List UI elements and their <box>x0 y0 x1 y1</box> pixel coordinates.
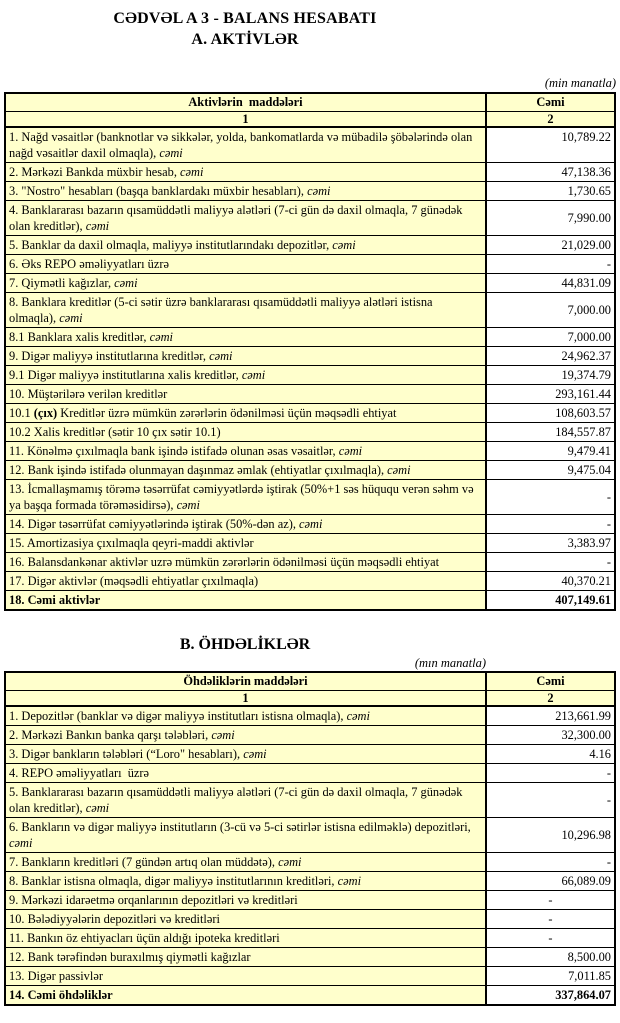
label-segment: cəmi <box>180 165 204 179</box>
row-label <box>5 967 486 986</box>
row-value: 337,864.07 <box>486 986 615 1006</box>
table-row <box>5 986 615 1006</box>
row-label <box>5 442 486 461</box>
table-row <box>5 872 615 891</box>
row-label <box>5 182 486 201</box>
label-segment: cəmi <box>241 368 266 382</box>
label-segment: cəmi <box>299 517 323 531</box>
row-label <box>5 929 486 948</box>
liabilities-table <box>4 671 616 1006</box>
table-row <box>5 347 615 366</box>
liabilities-header-row <box>5 672 615 690</box>
table-row <box>5 293 615 328</box>
row-value: 8,500.00 <box>486 948 615 967</box>
table-row <box>5 572 615 591</box>
label-segment: 11. Bankın öz ehtiyacları üçün aldığı ipoteka kreditləri <box>9 931 280 945</box>
row-label <box>5 726 486 745</box>
label-segment: 1. Depozitlər (banklar və digər maliyyə institutları istisna olmaqla), <box>9 709 347 723</box>
label-segment: 7. Qiymətli kağızlar, <box>9 276 115 290</box>
table-row <box>5 706 615 726</box>
row-label <box>5 745 486 764</box>
row-label <box>5 163 486 182</box>
row-label <box>5 515 486 534</box>
label-segment: cəmi <box>9 836 33 850</box>
label-segment: 2. Mərkəzi Bankda müxbir hesab, <box>9 165 181 179</box>
row-value: 44,831.09 <box>486 274 615 293</box>
section-a-title: A. AKTİVLƏR <box>191 31 299 48</box>
row-value: 293,161.44 <box>486 385 615 404</box>
row-value: 7,011.85 <box>486 967 615 986</box>
row-label <box>5 480 486 515</box>
label-segment: 10.1 <box>9 406 34 420</box>
table-row <box>5 423 615 442</box>
row-label <box>5 461 486 480</box>
column-number-2: 2 <box>486 111 615 127</box>
label-segment: 1. Nağd vəsaitlər (banknotlar və sikkələr, yolda, bankomatlarda və mübadilə şöbələrində olan nağd vəsaitlər daxil olmaqla), <box>9 130 473 160</box>
table-row <box>5 201 615 236</box>
row-value: 7,990.00 <box>486 201 615 236</box>
row-label <box>5 706 486 726</box>
table-row <box>5 366 615 385</box>
label-segment: cəmi <box>85 219 110 233</box>
table-row <box>5 967 615 986</box>
assets-items-column-header: Aktivlərin maddələri <box>5 93 486 111</box>
row-value: 7,000.00 <box>486 293 615 328</box>
label-segment: 8. Banklara kreditlər (5-ci sətir üzrə banklararası qısamüddətli maliyyə alətləri istisna olmaqla), <box>9 295 433 325</box>
balance-sheet-page <box>0 8 620 1006</box>
label-segment: 8. Banklar istisna olmaqla, digər maliyyə institutlarının kreditləri, <box>9 874 338 888</box>
liabilities-column-number-row <box>5 690 615 706</box>
label-segment: 12. Bank işində istifadə olunmayan daşınmaz əmlak (ehtiyatlar çıxılmaqla), <box>9 463 388 477</box>
row-value: 213,661.99 <box>486 706 615 726</box>
label-segment: 12. Bank tərəfindən buraxılmış qiymətli kağızlar <box>9 950 251 964</box>
row-label <box>5 127 486 163</box>
row-value: 184,557.87 <box>486 423 615 442</box>
column-number-1: 1 <box>5 690 486 706</box>
label-segment: 2. Mərkəzi Bankın banka qarşı tələbləri, <box>9 728 212 742</box>
row-label <box>5 853 486 872</box>
label-segment: cəmi <box>59 311 83 325</box>
table-row <box>5 236 615 255</box>
label-segment: 8.1 Banklara xalis kreditlər, <box>9 330 150 344</box>
label-segment: 5. Banklar da daxil olmaqla, maliyyə institutlarındakı depozitlər, <box>9 238 333 252</box>
label-segment: 14. Digər təsərrüfat cəmiyyətlərində iştirak (50%-dən az), <box>9 517 300 531</box>
table-row <box>5 929 615 948</box>
table-row <box>5 385 615 404</box>
table-row <box>5 255 615 274</box>
row-value: 7,000.00 <box>486 328 615 347</box>
label-segment: cəmi <box>332 238 356 252</box>
document-header <box>4 8 486 50</box>
label-segment: cəmi <box>346 709 370 723</box>
label-segment: 6. Əks REPO əməliyyatları üzrə <box>9 257 170 271</box>
table-row <box>5 127 615 163</box>
row-label <box>5 366 486 385</box>
table-row <box>5 910 615 929</box>
table-row <box>5 461 615 480</box>
row-value: - <box>486 853 615 872</box>
label-segment: 15. Amortizasiya çıxılmaqla qeyri-maddi aktivlər <box>9 536 254 550</box>
row-value: 32,300.00 <box>486 726 615 745</box>
table-row <box>5 274 615 293</box>
row-label <box>5 783 486 818</box>
table-row <box>5 745 615 764</box>
row-label <box>5 404 486 423</box>
page-title: CƏDVƏL A 3 - BALANS HESABATI <box>113 10 377 27</box>
column-number-1: 1 <box>5 111 486 127</box>
label-segment: 3. Digər bankların tələbləri (“Loro" hesabları), <box>9 747 244 761</box>
row-value: - <box>486 515 615 534</box>
row-value: 108,603.57 <box>486 404 615 423</box>
label-segment: cəmi <box>114 276 138 290</box>
row-label <box>5 293 486 328</box>
table-row <box>5 853 615 872</box>
row-value: - <box>486 783 615 818</box>
row-value: - <box>486 255 615 274</box>
label-segment: 13. İcmallaşmamış törəmə təsərrüfat cəmiyyətlərdə iştirak (50%+1 səs hüququ verən səhm və ya başqa formada törəməsidirsə), <box>9 482 474 512</box>
row-value: - <box>486 480 615 515</box>
row-label <box>5 236 486 255</box>
row-value: 21,029.00 <box>486 236 615 255</box>
label-segment: 6. Bankların və digər maliyyə institutların (3-cü və 5-ci sətirlər istisna edilməklə) depozitləri, <box>9 820 471 834</box>
column-number-2: 2 <box>486 690 615 706</box>
assets-total-column-header: Cəmi <box>486 93 615 111</box>
row-value: 10,789.22 <box>486 127 615 163</box>
label-segment: 13. Digər passivlər <box>9 969 103 983</box>
label-segment: cəmi <box>209 349 233 363</box>
row-value: 4.16 <box>486 745 615 764</box>
label-segment: 11. Könəlmə çıxılmaqla bank işində istifadə olunan əsas vəsaitlər, <box>9 444 339 458</box>
table-row <box>5 480 615 515</box>
row-value: 24,962.37 <box>486 347 615 366</box>
table-row <box>5 182 615 201</box>
table-row <box>5 553 615 572</box>
row-label <box>5 347 486 366</box>
label-segment: 4. Banklararası bazarın qısamüddətli maliyyə alətləri (7-ci gün də daxil olmaqla, 7 günədək olan kreditlər), <box>9 203 463 233</box>
row-value: 10,296.98 <box>486 818 615 853</box>
row-label <box>5 872 486 891</box>
row-label <box>5 986 486 1006</box>
label-segment: 4. REPO əməliyyatları üzrə <box>9 766 150 780</box>
label-segment: cəmi <box>149 330 173 344</box>
row-label <box>5 534 486 553</box>
units-note-assets: (min manatla) <box>544 76 616 90</box>
table-row <box>5 783 615 818</box>
row-value: 3,383.97 <box>486 534 615 553</box>
label-segment: 14. Cəmi öhdəliklər <box>9 988 113 1002</box>
row-value: 19,374.79 <box>486 366 615 385</box>
row-label <box>5 201 486 236</box>
row-value: - <box>486 891 615 910</box>
liabilities-total-column-header: Cəmi <box>486 672 615 690</box>
label-segment: 9. Digər maliyyə institutlarına kreditlər, <box>9 349 210 363</box>
label-segment: cəmi <box>387 463 411 477</box>
row-value: 9,475.04 <box>486 461 615 480</box>
row-value: 66,089.09 <box>486 872 615 891</box>
label-segment: cəmi <box>278 855 302 869</box>
row-label <box>5 385 486 404</box>
assets-header-row <box>5 93 615 111</box>
table-row <box>5 818 615 853</box>
label-segment: 18. Cəmi aktivlər <box>9 593 101 607</box>
label-segment: cəmi <box>338 444 363 458</box>
label-segment: (çıx) <box>33 406 58 420</box>
label-segment: 7. Bankların kreditləri (7 gündən artıq olan müddətə), <box>9 855 279 869</box>
section-b-title: B. ÖHDƏLİKLƏR <box>179 636 311 653</box>
row-value: 47,138.36 <box>486 163 615 182</box>
table-row <box>5 891 615 910</box>
row-value: - <box>486 929 615 948</box>
label-segment: 9.1 Digər maliyyə institutlarına xalis kreditlər, <box>9 368 242 382</box>
table-row <box>5 764 615 783</box>
table-row <box>5 948 615 967</box>
label-segment: 5. Banklararası bazarın qısamüddətli maliyyə alətləri (7-ci gün də daxil olmaqla, 7 günədək olan kreditlər), <box>9 785 463 815</box>
label-segment: cəmi <box>307 184 331 198</box>
row-label <box>5 423 486 442</box>
table-row <box>5 515 615 534</box>
table-row <box>5 591 615 611</box>
label-segment: cəmi <box>211 728 235 742</box>
row-value: - <box>486 764 615 783</box>
table-row <box>5 726 615 745</box>
table-row <box>5 404 615 423</box>
label-segment: 10. Bələdiyyələrin depozitləri və kreditləri <box>9 912 220 926</box>
units-note-liabilities: (mın manatla) <box>414 656 486 670</box>
row-label <box>5 764 486 783</box>
row-label <box>5 948 486 967</box>
table-row <box>5 442 615 461</box>
row-label <box>5 328 486 347</box>
row-value: 407,149.61 <box>486 591 615 611</box>
row-label <box>5 255 486 274</box>
label-segment: 16. Balansdankənar aktivlər uzrə mümkün zərərlərin ödənilməsi üçün məqsədli ehtiyat <box>9 555 440 569</box>
row-value: 40,370.21 <box>486 572 615 591</box>
label-segment: 10. Müştərilərə verilən kreditlər <box>9 387 168 401</box>
row-label <box>5 891 486 910</box>
table-row <box>5 534 615 553</box>
row-label <box>5 818 486 853</box>
row-value: - <box>486 910 615 929</box>
label-segment: 9. Mərkəzi idarəetmə orqanlarının depozitləri və kreditləri <box>9 893 298 907</box>
assets-column-number-row <box>5 111 615 127</box>
table-row <box>5 328 615 347</box>
label-segment: cəmi <box>159 146 183 160</box>
assets-table <box>4 92 616 611</box>
row-value: 1,730.65 <box>486 182 615 201</box>
table-row <box>5 163 615 182</box>
row-label <box>5 572 486 591</box>
label-segment: cəmi <box>243 747 267 761</box>
row-value: 9,479.41 <box>486 442 615 461</box>
row-value: - <box>486 553 615 572</box>
label-segment: 3. "Nostro" hesabları (başqa banklardakı müxbir hesabları), <box>9 184 308 198</box>
row-label <box>5 553 486 572</box>
label-segment: cəmi <box>176 498 200 512</box>
row-label <box>5 591 486 611</box>
label-segment: cəmi <box>85 801 110 815</box>
liabilities-items-column-header: Öhdəliklərin maddələri <box>5 672 486 690</box>
label-segment: 10.2 Xalis kreditlər (sətir 10 çıx sətir 10.1) <box>9 425 221 439</box>
label-segment: 17. Digər aktivlər (məqsədli ehtiyatlar çıxılmaqla) <box>9 574 259 588</box>
row-label <box>5 274 486 293</box>
row-label <box>5 910 486 929</box>
label-segment: cəmi <box>337 874 362 888</box>
label-segment: Kreditlər üzrə mümkün zərərlərin ödənilməsi üçün məqsədli ehtiyat <box>57 406 397 420</box>
